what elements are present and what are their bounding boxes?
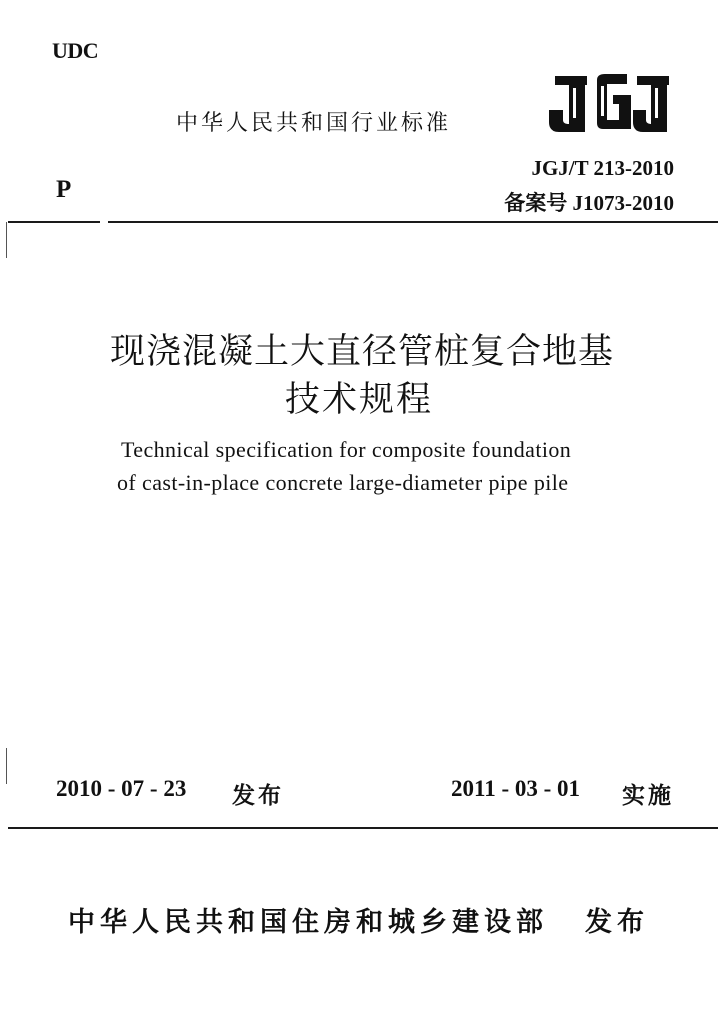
implement-date: 2011 - 03 - 01 <box>451 776 581 801</box>
record-number: 备案号 J1073-2010 <box>504 191 674 215</box>
title-chinese-line1-text: 现浇混凝土大直径管桩复合地基 <box>109 332 614 371</box>
standard-category: 中华人民共和国行业标准 <box>176 111 452 136</box>
issue-label: 发布 <box>232 783 284 809</box>
standard-code: JGJ/T 213-2010 <box>531 156 674 180</box>
title-chinese-line2: 技术规程 <box>284 380 433 419</box>
top-divider-long <box>108 221 718 223</box>
issue-date: 2010 - 07 - 23 <box>56 776 187 801</box>
bottom-divider <box>8 827 718 829</box>
title-english-line1: Technical specification for composite foundation <box>121 437 572 462</box>
classification-letter: P <box>56 176 72 203</box>
publish-label: 发布 <box>585 907 649 938</box>
title-english-line2: of cast-in-place concrete large-diameter pipe pile <box>117 470 569 495</box>
implement-label: 实施 <box>622 783 674 809</box>
publisher-name: 中华人民共和国住房和城乡建设部 <box>68 907 548 938</box>
scan-edge-mark-lower <box>6 748 7 784</box>
jgj-logo <box>545 70 673 136</box>
udc-label: UDC <box>52 38 99 63</box>
title-chinese-line1 <box>0 324 718 374</box>
top-divider-short <box>8 221 100 223</box>
scan-edge-mark <box>6 222 7 258</box>
